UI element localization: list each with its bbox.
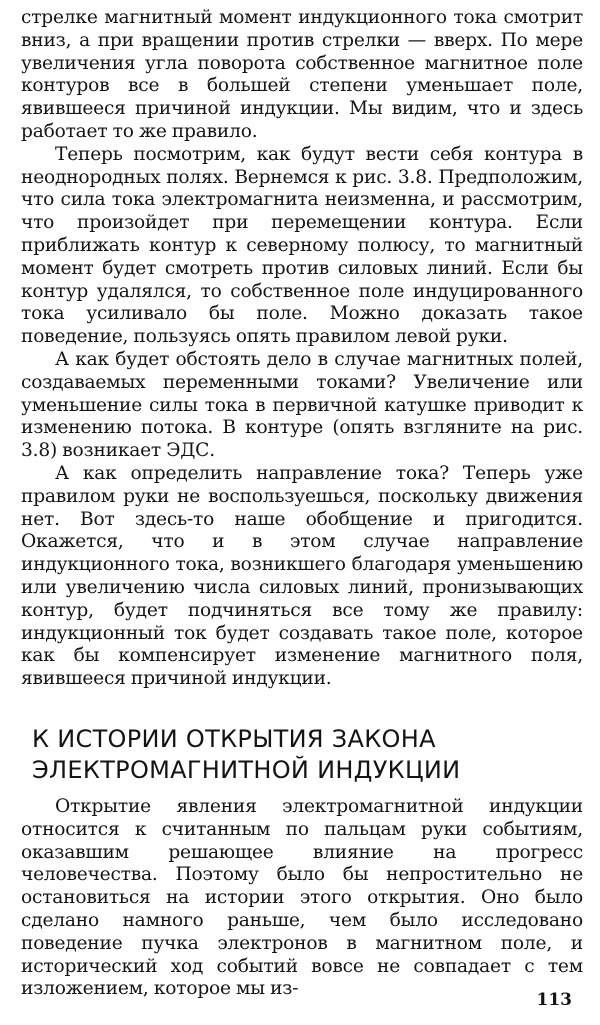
paragraph-current-direction: А как определить направление тока? Теперь уже правилом руки не воспользуешься, поскольку движения нет. Вот здесь-то наше обобщение и пригодится. Окажется, что и в этом случае направление индукционного тока, возникшего благодаря уменьшению или увеличению числа силовых линий, пронизывающих контур, будет подчиняться все тому же правилу: индукционный ток будет создавать такое поле, которое как бы компенсирует изменение магнитного поля, явившееся причиной индукции. [21,462,583,690]
section-heading-line-2: ЭЛЕКТРОМАГНИТНОЙ ИНДУКЦИИ [32,756,461,784]
paragraph-alternating-currents: А как будет обстоять дело в случае магнитных полей, создаваемых переменными токами? Увеличение или уменьшение силы тока в первичной катушке приводит к изменению потока. В контуре (опять взгляните на рис. 3.8) возникает ЭДС. [21,348,583,462]
paragraph-continuation: стрелке магнитный момент индукционного тока смотрит вниз, а при вращении против стрелки — вверх. По мере увеличения угла поворота собственное магнитное поле контуров все в большей степени уменьшает поле, явившееся причиной индукции. Мы видим, что и здесь работает то же правило. [21,7,583,142]
paragraph-history-intro: Открытие явления электромагнитной индукции относится к считанным по пальцам руки событиям, оказавшим решающее влияние на прогресс человечества. Поэтому было бы непростительно не остановиться на истории этого открытия. Оно было сделано намного раньше, чем было исследовано поведение пучка электронов в магнитном поле, и исторический ход событий вовсе не совпадает с тем изложением, которое мы из- [21,796,583,1000]
section-heading [32,724,460,786]
body-text [21,7,583,691]
page-number: 113 [536,990,572,1010]
section-heading-line-1: К ИСТОРИИ ОТКРЫТИЯ ЗАКОНА [32,725,436,753]
paragraph-inhomogeneous-fields: Теперь посмотрим, как будут вести себя контура в неоднородных полях. Вернемся к рис. 3.8. Предположим, что сила тока электромагнита неизменна, и рассмотрим, что произойдет при перемещении контура. Если приближать контур к северному полюсу, то магнитный момент будет смотреть против силовых линий. Если бы контур удалялся, то собственное поле индуцированного тока усиливало бы поле. Можно доказать такое поведение, пользуясь опять правилом левой руки. [21,143,583,348]
section-body [21,796,583,1001]
